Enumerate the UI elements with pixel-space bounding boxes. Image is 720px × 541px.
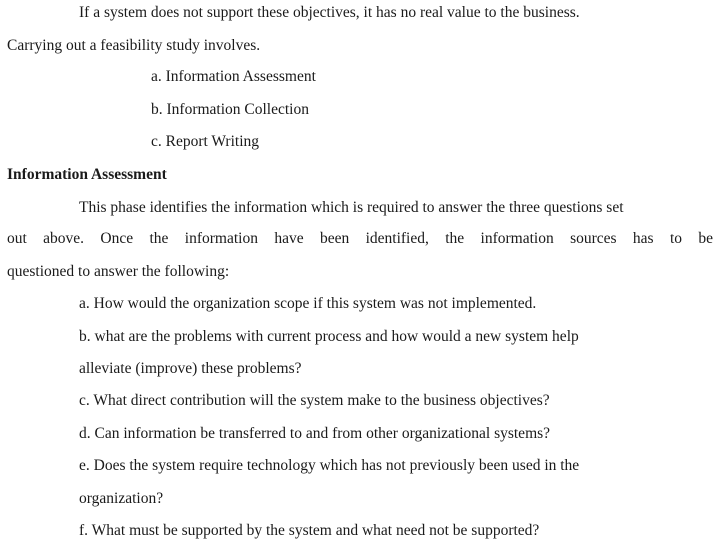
step-item: b. Information Collection: [151, 101, 309, 118]
question-item: f. What must be supported by the system and what need not be supported?: [79, 522, 540, 539]
paragraph-line: questioned to answer the following:: [7, 263, 230, 280]
step-item: a. Information Assessment: [151, 68, 316, 85]
question-item: b. what are the problems with current process and how would a new system help: [79, 328, 579, 345]
feasibility-line: Carrying out a feasibility study involves.: [7, 37, 261, 54]
section-heading: Information Assessment: [7, 166, 167, 183]
paragraph-line: out above. Once the information have been identified, the information sources has to be: [7, 230, 713, 247]
question-item: c. What direct contribution will the system make to the business objectives?: [79, 392, 550, 409]
question-continuation: alleviate (improve) these problems?: [79, 360, 302, 377]
step-item: c. Report Writing: [151, 133, 260, 150]
question-item: e. Does the system require technology which has not previously been used in the: [79, 457, 580, 474]
intro-line: If a system does not support these objectives, it has no real value to the business.: [79, 4, 580, 21]
question-item: a. How would the organization scope if this system was not implemented.: [79, 295, 537, 312]
question-continuation: organization?: [79, 490, 164, 507]
paragraph-line: This phase identifies the information which is required to answer the three questions set: [79, 199, 624, 216]
question-item: d. Can information be transferred to and from other organizational systems?: [79, 425, 551, 442]
